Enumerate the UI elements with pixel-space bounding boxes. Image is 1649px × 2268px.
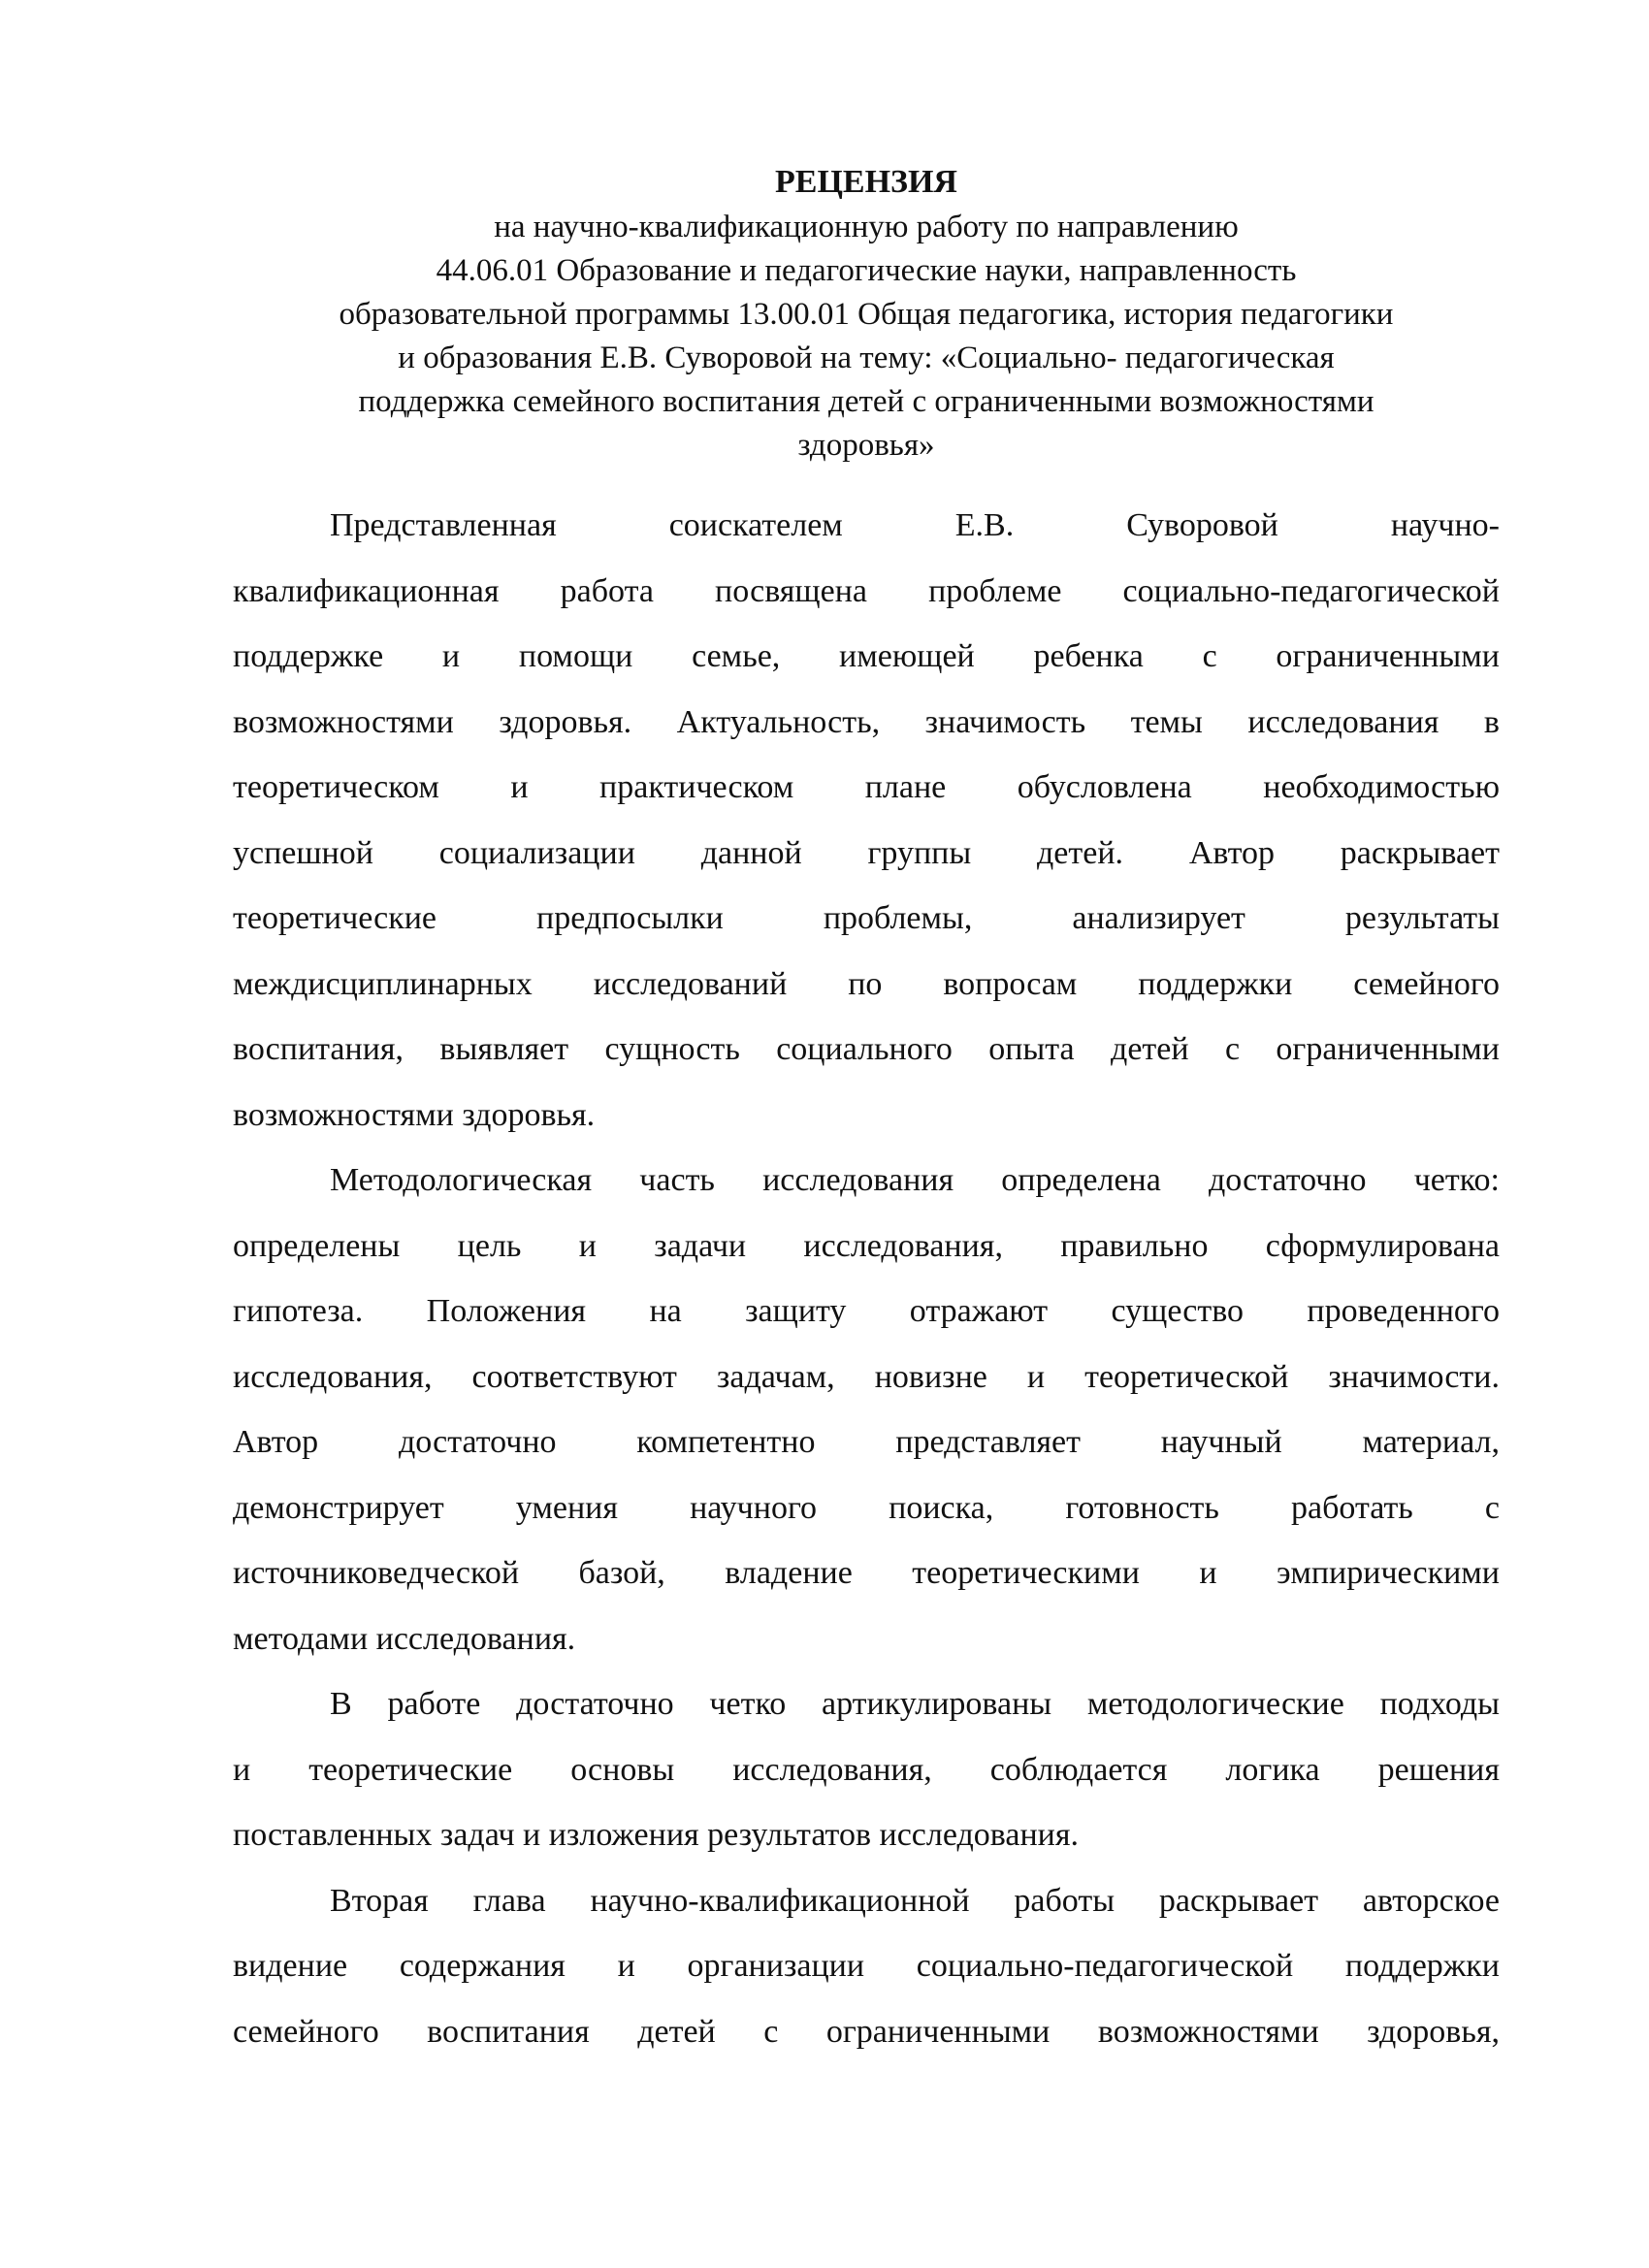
text-line: и теоретические основы исследования, соблюдается логика решения: [233, 1751, 1500, 1788]
text-line: гипотеза. Положения на защиту отражают существо проведенного: [233, 1293, 1500, 1329]
text-line: исследования, соответствуют задачам, новизне и теоретической значимости.: [233, 1358, 1500, 1395]
text-line: Вторая глава научно-квалификационной работы раскрывает авторское: [330, 1882, 1500, 1919]
text-line: Автор достаточно компетентно представляет научный материал,: [233, 1424, 1500, 1460]
document-subtitle: [233, 206, 1500, 468]
text-line: Представленная соискателем Е.В. Суворовой научно-: [330, 507, 1500, 543]
subtitle-line: образовательной программы 13.00.01 Общая педагогика, история педагогики: [339, 297, 1394, 332]
text-line: поставленных задач и изложения результатов исследования.: [233, 1817, 1080, 1853]
subtitle-line: 44.06.01 Образование и педагогические науки, направленность: [436, 253, 1297, 288]
text-line: методами исследования.: [233, 1620, 576, 1657]
text-line: поддержке и помощи семье, имеющей ребенка с ограниченными: [233, 638, 1500, 674]
text-line: возможностями здоровья. Актуальность, значимость темы исследования в: [233, 703, 1500, 740]
text-line: успешной социализации данной группы детей. Автор раскрывает: [233, 834, 1500, 871]
text-line: Методологическая часть исследования определена достаточно четко:: [330, 1162, 1500, 1198]
paragraph: [233, 493, 1500, 1148]
document-page: [233, 161, 1500, 2064]
subtitle-line: и образования Е.В. Суворовой на тему: «Социально- педагогическая: [398, 340, 1335, 375]
text-line: квалификационная работа посвящена проблеме социально-педагогической: [233, 572, 1500, 609]
text-line: демонстрирует умения научного поиска, готовность работать с: [233, 1489, 1500, 1526]
subtitle-line: на научно-квалификационную работу по направлению: [494, 210, 1239, 244]
paragraph: [233, 1148, 1500, 1671]
text-line: теоретическом и практическом плане обусловлена необходимостью: [233, 769, 1500, 805]
text-line: междисциплинарных исследований по вопросам поддержки семейного: [233, 965, 1500, 1002]
subtitle-line: здоровья»: [797, 428, 935, 463]
text-line: возможностями здоровья.: [233, 1096, 596, 1133]
text-line: определены цель и задачи исследования, правильно сформулирована: [233, 1227, 1500, 1264]
text-line: семейного воспитания детей с ограниченными возможностями здоровья,: [233, 2013, 1500, 2050]
paragraph: [233, 1868, 1500, 2065]
text-line: теоретические предпосылки проблемы, анализирует результаты: [233, 900, 1500, 936]
document-body: [233, 493, 1500, 2064]
text-line: видение содержания и организации социально-педагогической поддержки: [233, 1948, 1500, 1984]
document-title: РЕЦЕНЗИЯ: [775, 164, 957, 200]
paragraph: [233, 1671, 1500, 1868]
subtitle-line: поддержка семейного воспитания детей с ограниченными возможностями: [358, 384, 1374, 419]
text-line: источниковедческой базой, владение теоретическими и эмпирическими: [233, 1555, 1500, 1591]
text-line: воспитания, выявляет сущность социального опыта детей с ограниченными: [233, 1031, 1500, 1067]
text-line: В работе достаточно четко артикулированы методологические подходы: [330, 1686, 1500, 1722]
